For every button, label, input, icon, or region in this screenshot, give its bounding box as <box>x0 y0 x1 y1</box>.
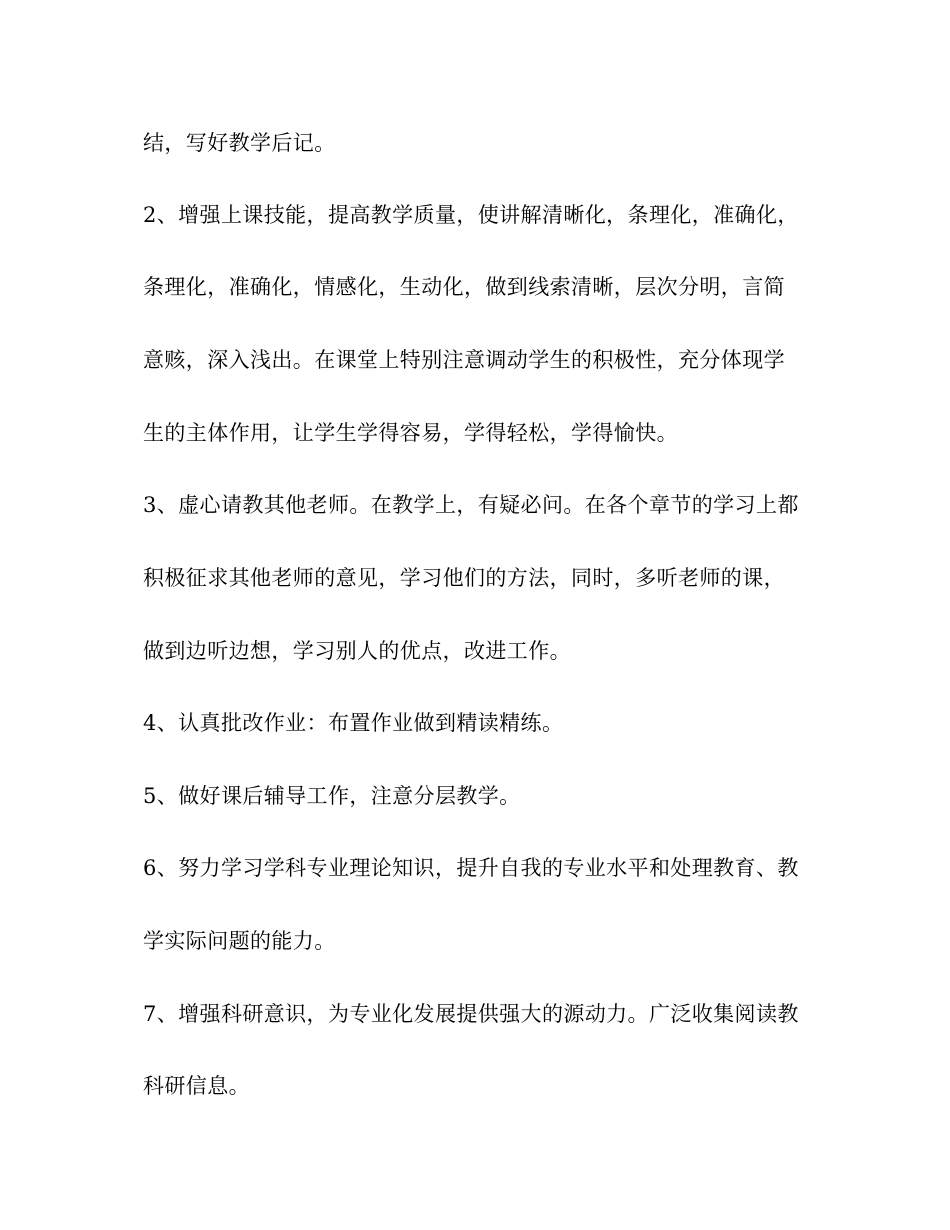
text-line: 积极征求其他老师的意见，学习他们的方法，同时，多听老师的课， <box>143 566 785 590</box>
text-line: 学实际问题的能力。 <box>143 929 336 953</box>
text-line: 7、增强科研意识，为专业化发展提供强大的源动力。广泛收集阅读教 <box>143 1002 799 1026</box>
text-line: 5、做好课后辅导工作，注意分层教学。 <box>143 784 521 808</box>
text-line: 6、努力学习学科专业理论知识，提升自我的专业水平和处理教育、教 <box>143 856 799 880</box>
text-line: 做到边听边想，学习别人的优点，改进工作。 <box>143 639 571 663</box>
text-line: 生的主体作用，让学生学得容易，学得轻松，学得愉快。 <box>143 421 678 445</box>
text-line: 条理化，准确化，情感化，生动化，做到线索清晰，层次分明，言简 <box>143 275 785 299</box>
text-line: 结，写好教学后记。 <box>143 131 336 155</box>
text-line: 意赅，深入浅出。在课堂上特别注意调动学生的积极性，充分体现学 <box>143 348 785 372</box>
text-line: 3、虚心请教其他老师。在教学上，有疑必问。在各个章节的学习上都 <box>143 493 799 517</box>
text-line: 4、认真批改作业：布置作业做到精读精练。 <box>143 711 564 735</box>
text-line: 2、增强上课技能，提高教学质量，使讲解清晰化，条理化，准确化， <box>143 203 799 227</box>
text-line: 科研信息。 <box>143 1074 250 1098</box>
